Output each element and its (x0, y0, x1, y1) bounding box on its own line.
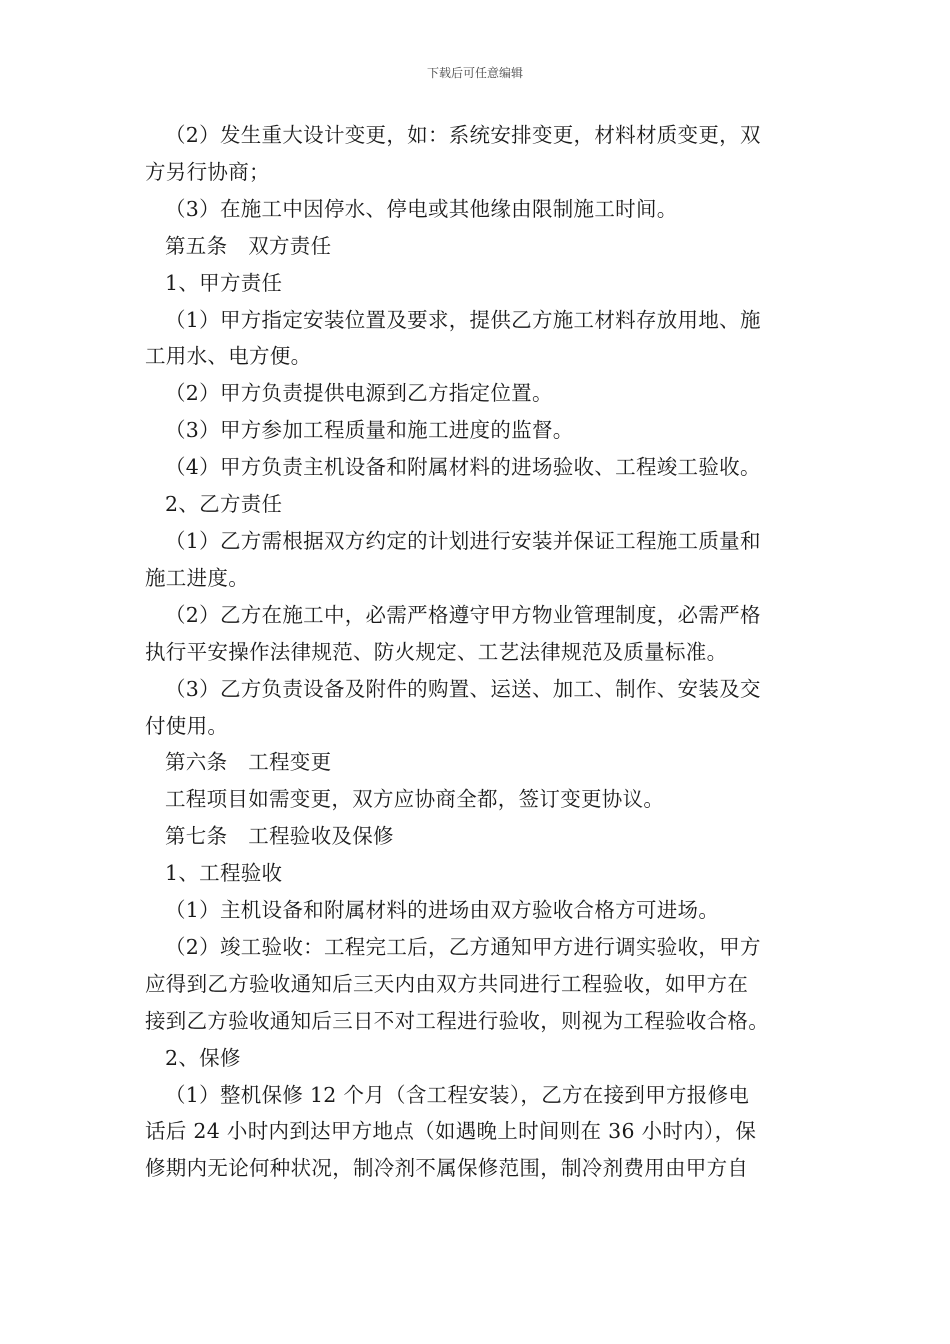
text-line: （3）在施工中因停水、停电或其他缘由限制施工时间。 (165, 196, 678, 221)
text-line: 1、甲方责任 (165, 270, 283, 295)
text-line: 第五条 双方责任 (165, 233, 332, 258)
text-line: 第六条 工程变更 (165, 750, 332, 775)
text-line: 工用水、电方便。 (145, 344, 312, 369)
text-line: （4）甲方负责主机设备和附属材料的进场验收、工程竣工验收。 (165, 455, 761, 480)
text-line: 第七条 工程验收及保修 (165, 824, 394, 849)
text-line: 话后 24 小时内到达甲方地点（如遇晚上时间则在 36 小时内），保 (145, 1119, 757, 1144)
text-line: 付使用。 (145, 713, 229, 738)
text-line: （1）主机设备和附属材料的进场由双方验收合格方可进场。 (165, 898, 720, 923)
text-line: 2、乙方责任 (165, 492, 283, 517)
text-line: 应得到乙方验收通知后三天内由双方共同进行工程验收，如甲方在 (145, 971, 749, 996)
text-line: （1）整机保修 12 个月（含工程安装），乙方在接到甲方报修电 (165, 1082, 750, 1107)
text-line: （3）甲方参加工程质量和施工进度的监督。 (165, 418, 574, 443)
document-body (145, 117, 807, 1187)
text-line: 接到乙方验收通知后三日不对工程进行验收，则视为工程验收合格。 (145, 1008, 769, 1033)
text-line: （2）竣工验收：工程完工后，乙方通知甲方进行调实验收，甲方 (165, 934, 761, 959)
text-line: 施工进度。 (145, 565, 249, 590)
text-line: 执行平安操作法律规范、防火规定、工艺法律规范及质量标准。 (145, 639, 728, 664)
page-header: 下载后可任意编辑 (426, 66, 523, 80)
text-line: （3）乙方负责设备及附件的购置、运送、加工、制作、安装及交 (165, 676, 761, 701)
text-line: 1、工程验收 (165, 861, 283, 886)
text-line: （1）甲方指定安装位置及要求，提供乙方施工材料存放用地、施 (165, 307, 761, 332)
text-line: （1）乙方需根据双方约定的计划进行安装并保证工程施工质量和 (165, 528, 761, 553)
text-line: 2、保修 (165, 1045, 241, 1070)
text-line: 方另行协商； (145, 159, 270, 184)
text-line: （2）甲方负责提供电源到乙方指定位置。 (165, 381, 553, 406)
text-line: （2）乙方在施工中，必需严格遵守甲方物业管理制度，必需严格 (165, 602, 761, 627)
text-line: 修期内无论何种状况，制冷剂不属保修范围，制冷剂费用由甲方自 (145, 1156, 749, 1181)
text-line: （2）发生重大设计变更，如：系统安排变更，材料材质变更，双 (165, 123, 761, 147)
text-line: 工程项目如需变更，双方应协商全都，签订变更协议。 (165, 787, 665, 812)
